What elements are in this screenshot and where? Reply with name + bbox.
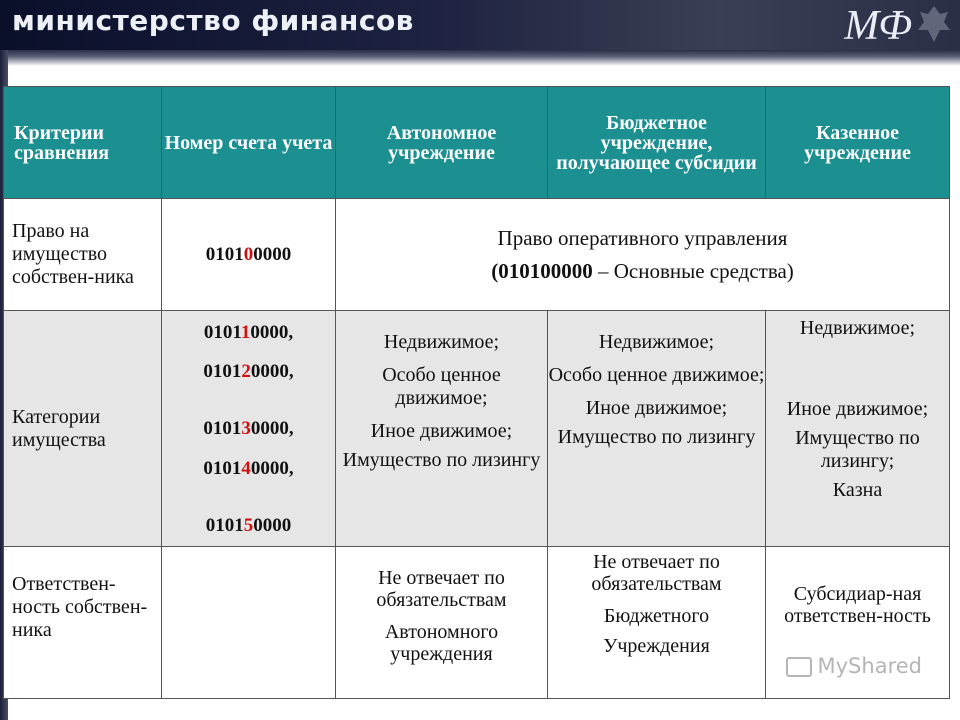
autonomous-categories: Недвижимое; Особо ценное движимое; Иное движимое; Имущество по лизингу	[336, 311, 548, 547]
account-responsibility	[162, 547, 336, 699]
comparison-table	[3, 86, 950, 699]
treasury-categories: Недвижимое; Иное движимое; Имущество по лизингу; Казна	[766, 311, 950, 547]
title-bar	[0, 0, 960, 50]
ministry-title: министерство финансов	[12, 4, 414, 37]
budget-responsibility: Не отвечает по обязательствам Бюджетного Учреждения	[548, 547, 766, 699]
table-row-categories	[4, 311, 950, 547]
merged-line-2: (010100000 – Основные средства)	[491, 258, 794, 283]
table-row-ownership	[4, 199, 950, 311]
header-budget: Бюджетное учреждение, получающее субсидии	[548, 87, 766, 199]
header-criteria: Критерии сравнения	[4, 87, 162, 199]
criterion-categories: Категории имущества	[4, 311, 162, 547]
mf-logo: МФ	[844, 3, 912, 49]
operational-management-cell	[336, 199, 950, 311]
criterion-ownership: Право на имущество собствен-ника	[4, 199, 162, 311]
treasury-responsibility: Субсидиар-ная ответствен-ность	[766, 547, 950, 699]
budget-categories: Недвижимое; Особо ценное движимое; Иное движимое; Имущество по лизингу	[548, 311, 766, 547]
criterion-responsibility: Ответствен-ность собствен-ника	[4, 547, 162, 699]
header-treasury: Казенное учреждение	[766, 87, 950, 199]
account-ownership: 010100000	[162, 199, 336, 311]
autonomous-responsibility: Не отвечает по обязательствам Автономного учреждения	[336, 547, 548, 699]
merged-line-1: Право оперативного управления	[497, 225, 788, 250]
header-autonomous: Автономное учреждение	[336, 87, 548, 199]
presentation-icon	[786, 657, 812, 677]
table-header-row	[4, 87, 950, 199]
watermark	[786, 654, 922, 678]
emblem-icon	[914, 2, 954, 46]
watermark-text: MyShared	[817, 654, 922, 678]
account-categories: 010110000, 010120000, 010130000, 010140000, 010150000	[162, 311, 336, 547]
header-account: Номер счета учета	[162, 87, 336, 199]
header-divider	[0, 50, 960, 66]
